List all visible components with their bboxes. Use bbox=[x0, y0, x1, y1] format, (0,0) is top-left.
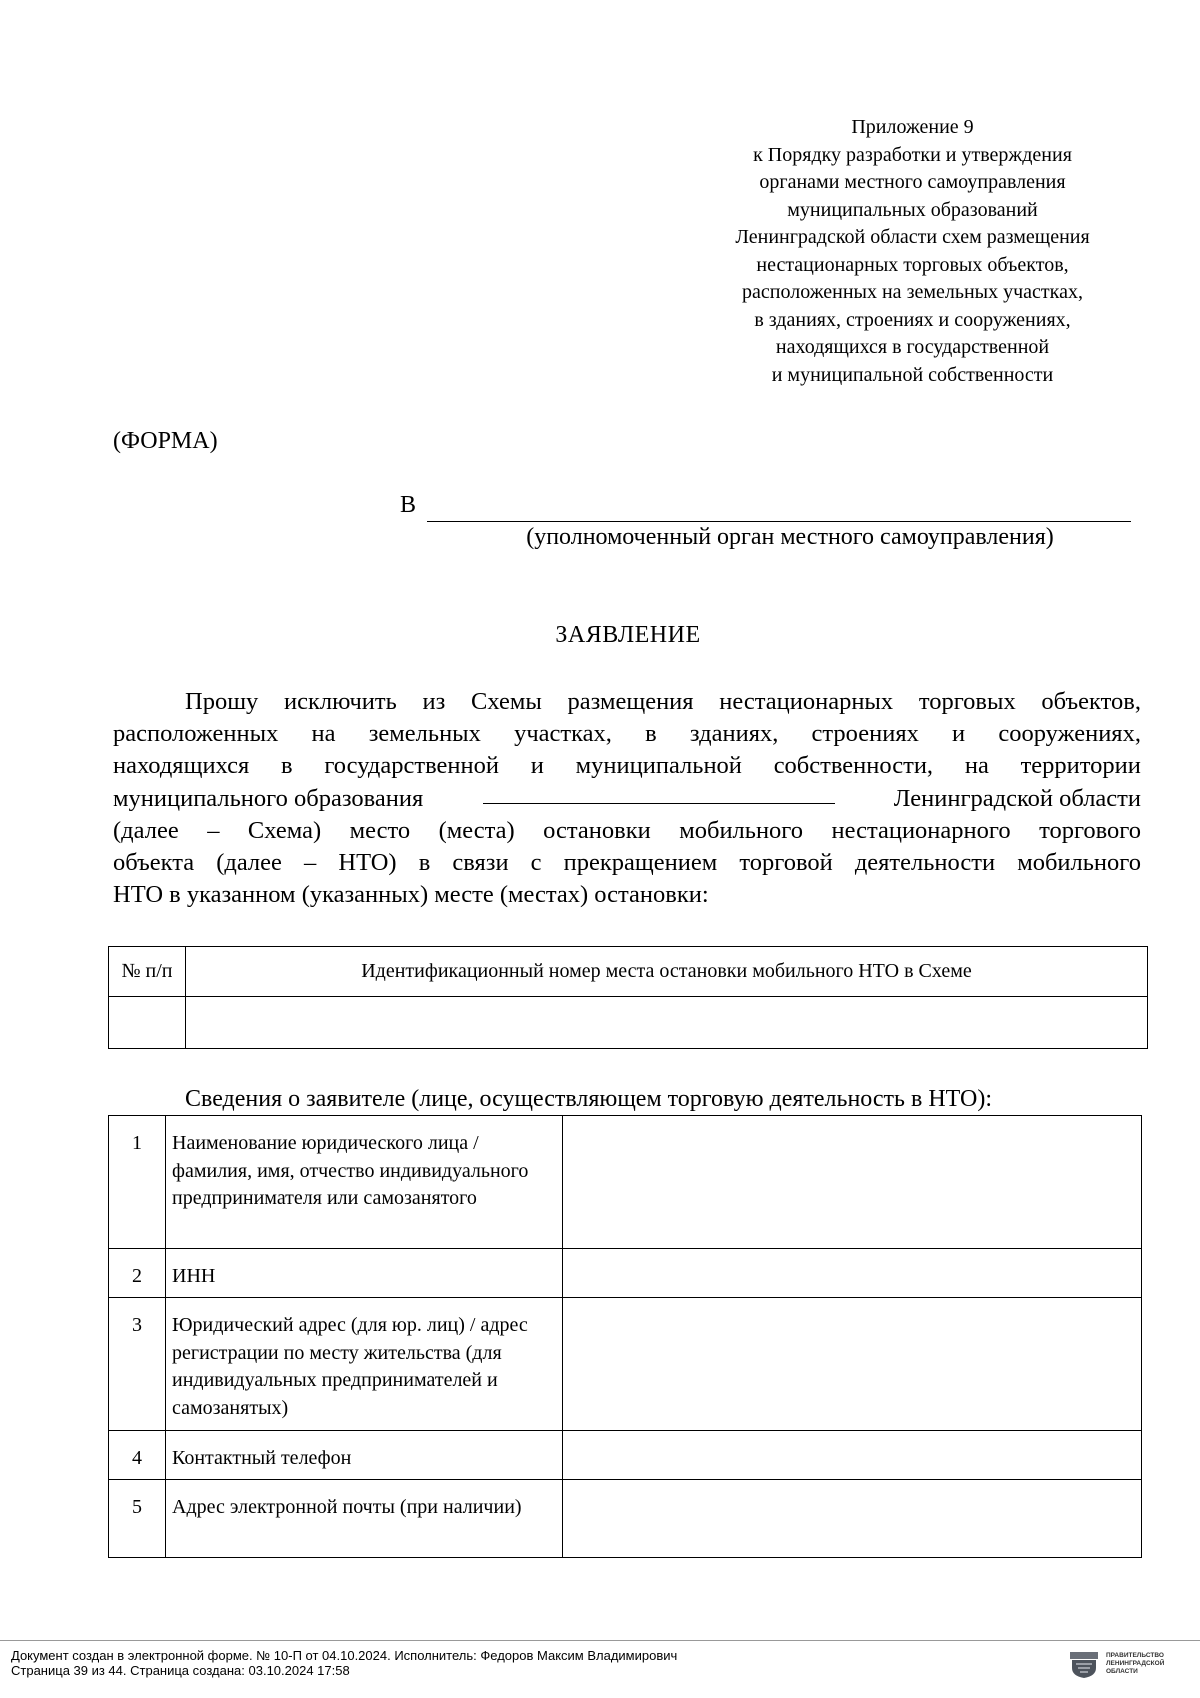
request-line bbox=[113, 879, 1141, 911]
word: Схемы bbox=[470, 688, 542, 715]
row-label: Наименование юридического лица / фамилия, имя, отчество индивидуального предпринимателя или самозанятого bbox=[166, 1116, 563, 1249]
footer-text bbox=[11, 1648, 677, 1678]
table-row bbox=[109, 997, 1148, 1049]
word: на bbox=[964, 752, 989, 780]
applicant-table bbox=[108, 1115, 1142, 1558]
word: – bbox=[207, 816, 220, 844]
appendix-line: Ленинградской области схем размещения bbox=[735, 226, 1090, 248]
word: нестационарного bbox=[831, 816, 1011, 844]
row-label: Адрес электронной почты (при наличии) bbox=[166, 1480, 563, 1558]
municipality-prefix: муниципального образования bbox=[113, 784, 424, 812]
coat-of-arms-icon bbox=[1070, 1652, 1098, 1678]
row-value[interactable] bbox=[563, 1249, 1142, 1298]
word: собственности, bbox=[773, 752, 934, 780]
word: с bbox=[530, 849, 542, 877]
word: – bbox=[304, 849, 317, 877]
word: (места) bbox=[438, 816, 515, 844]
word: земельных bbox=[368, 720, 481, 748]
word: торговой bbox=[739, 849, 833, 877]
document-title: ЗАЯВЛЕНИЕ bbox=[555, 622, 701, 648]
table-row bbox=[109, 1298, 1142, 1431]
word: прекращением bbox=[563, 849, 718, 877]
request-line bbox=[113, 847, 1141, 879]
word: Прошу bbox=[185, 688, 259, 715]
word: нестационарных bbox=[719, 688, 894, 715]
word: размещения bbox=[567, 688, 694, 715]
logo-text bbox=[1106, 1652, 1164, 1676]
row-label: Юридический адрес (для юр. лиц) / адрес регистрации по месту жительства (для индивидуальных предпринимателей и самозанятых) bbox=[166, 1298, 563, 1431]
word: строениях bbox=[811, 720, 919, 748]
government-logo bbox=[1070, 1650, 1200, 1686]
word: место bbox=[349, 816, 411, 844]
word: в bbox=[645, 720, 657, 748]
word: связи bbox=[452, 849, 509, 877]
row-number: 2 bbox=[109, 1249, 166, 1298]
row-value[interactable] bbox=[563, 1480, 1142, 1558]
word: НТО) bbox=[338, 849, 397, 877]
word: мобильного bbox=[679, 816, 803, 844]
row-value[interactable] bbox=[563, 1116, 1142, 1249]
word: муниципальной bbox=[575, 752, 742, 780]
footer-line-document: Документ создан в электронной форме. № 10-П от 04.10.2024. Исполнитель: Федоров Максим Владимирович bbox=[11, 1648, 678, 1663]
appendix-line: расположенных на земельных участках, bbox=[742, 281, 1083, 303]
word: остановки bbox=[543, 816, 651, 844]
request-line bbox=[113, 783, 1141, 815]
table-row bbox=[109, 1116, 1142, 1249]
document-footer bbox=[0, 1640, 1200, 1698]
applicant-heading: Сведения о заявителе (лице, осуществляющем торговую деятельность в НТО): bbox=[185, 1086, 992, 1112]
addressee-blank-line[interactable] bbox=[427, 521, 1131, 522]
appendix-line: муниципальных образований bbox=[787, 198, 1038, 221]
row-label: ИНН bbox=[166, 1249, 563, 1298]
word: участках, bbox=[514, 720, 612, 748]
request-line bbox=[113, 750, 1141, 782]
word: торгового bbox=[1039, 816, 1141, 844]
appendix-line: Приложение 9 bbox=[851, 116, 974, 138]
word: торговых bbox=[918, 688, 1016, 715]
row-label: Контактный телефон bbox=[166, 1431, 563, 1480]
request-paragraph bbox=[113, 686, 1141, 911]
word: деятельности bbox=[854, 849, 996, 877]
word: на bbox=[311, 720, 336, 748]
column-header-number: № п/п bbox=[109, 947, 186, 997]
municipality-suffix: Ленинградской области bbox=[893, 784, 1141, 812]
word: зданиях, bbox=[689, 720, 779, 748]
stop-places-table bbox=[108, 946, 1148, 1049]
column-header-stop-id: Идентификационный номер места остановки мобильного НТО в Схеме bbox=[186, 947, 1148, 997]
word: (далее bbox=[113, 816, 179, 844]
addressee-caption: (уполномоченный орган местного самоуправления) bbox=[526, 524, 1054, 550]
table-cell-stop-id[interactable] bbox=[186, 997, 1148, 1049]
appendix-header bbox=[680, 114, 1145, 389]
appendix-line: в зданиях, строениях и сооружениях, bbox=[754, 308, 1071, 331]
word: Схема) bbox=[247, 816, 322, 844]
appendix-line: к Порядку разработки и утверждения bbox=[753, 143, 1072, 166]
addressee-row bbox=[400, 492, 1132, 524]
word: государственной bbox=[324, 752, 499, 780]
table-row bbox=[109, 1249, 1142, 1298]
appendix-line: органами местного самоуправления bbox=[759, 171, 1066, 193]
footer-divider bbox=[0, 1640, 1200, 1641]
municipality-blank-line[interactable] bbox=[483, 783, 835, 804]
word: расположенных bbox=[113, 720, 279, 748]
word: и bbox=[530, 752, 544, 780]
row-number: 5 bbox=[109, 1480, 166, 1558]
word: находящихся bbox=[113, 752, 250, 780]
word: в bbox=[281, 752, 293, 780]
word: объекта bbox=[113, 849, 195, 877]
request-line bbox=[113, 718, 1141, 750]
logo-line: ПРАВИТЕЛЬСТВО bbox=[1106, 1652, 1164, 1659]
word: исключить bbox=[284, 688, 397, 715]
request-last-line: НТО в указанном (указанных) месте (местах) остановки: bbox=[113, 881, 709, 909]
logo-line: ЛЕНИНГРАДСКОЙ bbox=[1106, 1660, 1165, 1667]
word: в bbox=[418, 849, 431, 877]
word: объектов, bbox=[1041, 688, 1141, 715]
word: территории bbox=[1020, 752, 1141, 780]
row-value[interactable] bbox=[563, 1298, 1142, 1431]
table-header-row bbox=[109, 947, 1148, 997]
word: сооружениях, bbox=[998, 720, 1141, 748]
row-value[interactable] bbox=[563, 1431, 1142, 1480]
form-label: (ФОРМА) bbox=[113, 428, 218, 454]
footer-line-page: Страница 39 из 44. Страница создана: 03.10.2024 17:58 bbox=[11, 1663, 350, 1678]
word: мобильного bbox=[1017, 849, 1141, 877]
table-row bbox=[109, 1431, 1142, 1480]
row-number: 3 bbox=[109, 1298, 166, 1431]
row-number: 1 bbox=[109, 1116, 166, 1249]
logo-line: ОБЛАСТИ bbox=[1106, 1668, 1138, 1675]
word: из bbox=[422, 688, 446, 715]
appendix-line: нестационарных торговых объектов, bbox=[756, 253, 1069, 276]
addressee-prefix: В bbox=[400, 492, 417, 518]
table-cell-number[interactable] bbox=[109, 997, 186, 1049]
request-line bbox=[113, 815, 1141, 847]
word: и bbox=[952, 720, 966, 748]
appendix-line: находящихся в государственной bbox=[775, 336, 1050, 358]
request-line bbox=[113, 686, 1141, 718]
appendix-line: и муниципальной собственности bbox=[771, 363, 1054, 386]
table-row bbox=[109, 1480, 1142, 1558]
word: (далее bbox=[216, 849, 282, 877]
row-number: 4 bbox=[109, 1431, 166, 1480]
